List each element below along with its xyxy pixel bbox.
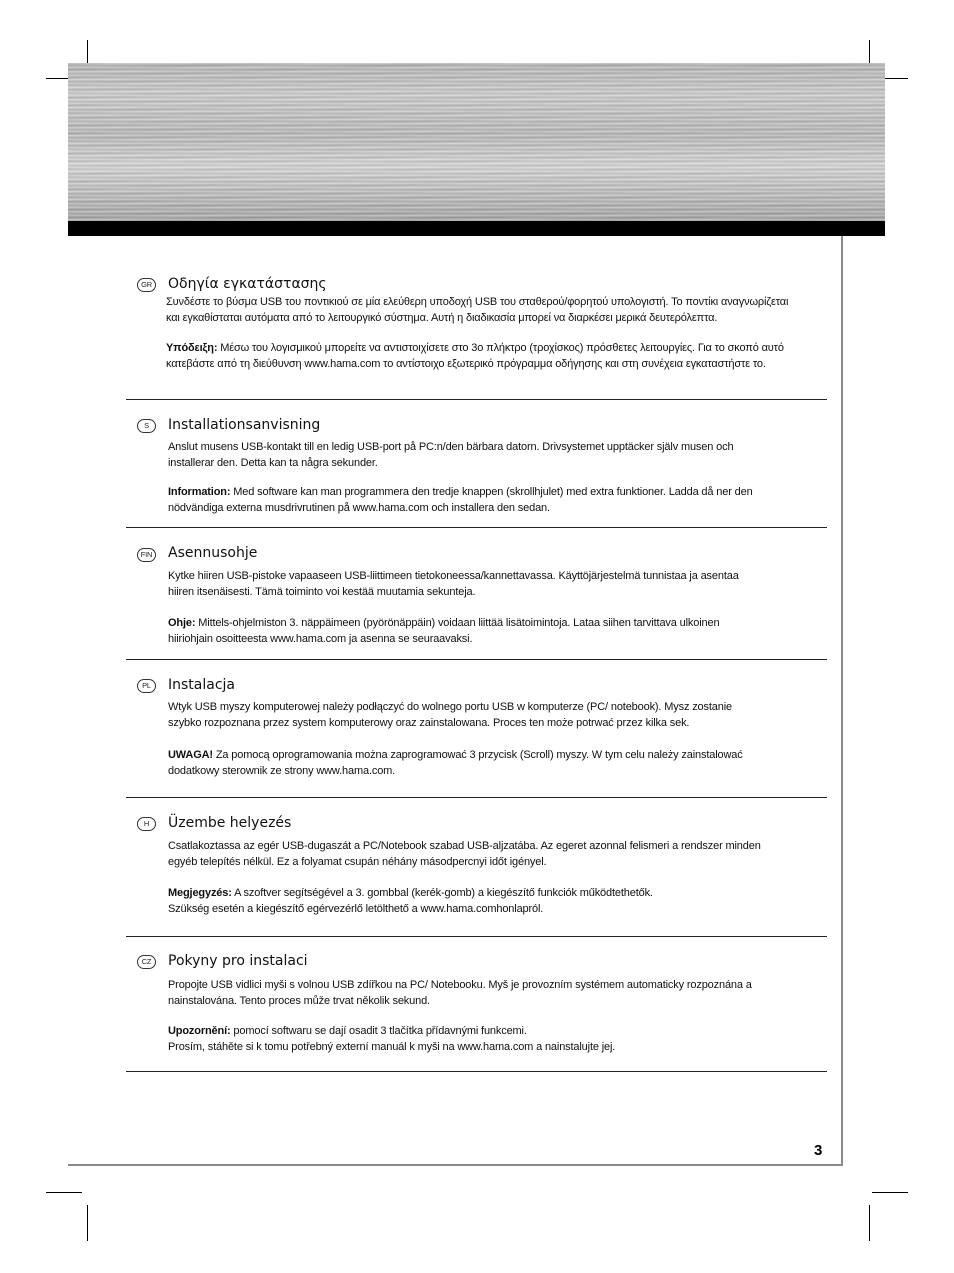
header-black-bar — [68, 221, 885, 236]
language-badge: CZ — [137, 955, 156, 969]
note-label: Υπόδειξη: — [166, 342, 218, 354]
section-note: Υπόδειξη: Μέσω του λογισμικού μπορείτε να αντιστοιχίσετε στο 3ο πλήκτρο (τροχίσκος) πρόσθετες λειτουργίες. Για το σκοπό αυτό κατεβάστε από τη διεύθυνση www.hama.com το αντίστοιχο εξωτερικό πρόγραμμα οδήγησης και στη συνέχεια εγκαταστήστε το. — [166, 342, 784, 370]
section-divider — [126, 1071, 827, 1072]
section-title: Pokyny pro instalaci — [168, 953, 308, 969]
section-body: Propojte USB vidlici myši s volnou USB zdířkou na PC/ Notebooku. Myš je provozním systémem automaticky rozpoznána a nainstalována. Tento proces může trvat několik sekund. — [168, 979, 752, 1007]
section-note: Ohje: Mittels-ohjelmiston 3. näppäimeen (pyörönäppäin) voidaan liittää lisätoimintoja. Lataa siihen tarvittava ulkoinen hiiriohjain osoitteesta www.hama.com ja asenna se seuraavaksi. — [168, 617, 720, 645]
crop-mark — [872, 1192, 908, 1193]
section-title: Üzembe helyezés — [168, 815, 292, 831]
section-h — [126, 813, 827, 937]
section-fin — [126, 543, 827, 660]
note-label: Upozornění: — [168, 1025, 231, 1037]
section-cz — [126, 951, 827, 1072]
section-note: Megjegyzés: A szoftver segítségével a 3. gombbal (kerék-gomb) a kiegészítő funkciók működtethetők. Szükség esetén a kiegészítő egérvezérlő letölthető a www.hama.comhonlapról. — [168, 887, 653, 915]
section-s — [126, 415, 827, 528]
language-badge: PL — [137, 679, 156, 693]
crop-mark — [87, 1205, 88, 1241]
language-badge: H — [137, 817, 156, 831]
note-label: Information: — [168, 486, 231, 498]
section-title: Οδηγία εγκατάστασης — [168, 276, 327, 292]
note-label: Ohje: — [168, 617, 196, 629]
section-body: Csatlakoztassa az egér USB-dugaszát a PC/Notebook szabad USB-aljzatába. Az egeret azonnal felismeri a rendszer minden egyéb telepítés nélkül. Ez a folyamat csupán néhány másodpercnyi időt igényel. — [168, 840, 761, 868]
language-badge: S — [137, 419, 156, 433]
crop-mark — [869, 1205, 870, 1241]
brushed-metal-header — [68, 63, 885, 221]
language-badge: FIN — [137, 548, 156, 562]
section-title: Instalacja — [168, 677, 235, 693]
section-title: Installationsanvisning — [168, 417, 321, 433]
page-bottom-rule — [68, 1164, 843, 1166]
section-divider — [126, 527, 827, 528]
note-label: UWAGA! — [168, 749, 213, 761]
section-title: Asennusohje — [168, 545, 258, 561]
section-note: Information: Med software kan man programmera den tredje knappen (skrollhjulet) med extra funktioner. Ladda då ner den nödvändiga externa musdrivrutinen på www.hama.com och installera den sedan. — [168, 486, 753, 514]
section-body: Kytke hiiren USB-pistoke vapaaseen USB-liittimeen tietokoneessa/kannettavassa. Käyttöjärjestelmä tunnistaa ja asentaa hiiren itsenäisesti. Tämä toiminto voi kestää muutamia sekunteja. — [168, 570, 739, 598]
section-divider — [126, 659, 827, 660]
language-badge: GR — [137, 278, 156, 292]
crop-mark — [46, 1192, 82, 1193]
section-divider — [126, 936, 827, 937]
page-number: 3 — [814, 1142, 823, 1159]
section-divider — [126, 399, 827, 400]
section-note: UWAGA! Za pomocą oprogramowania można zaprogramować 3 przycisk (Scroll) myszy. W tym celu należy zainstalować dodatkowy sterownik ze strony www.hama.com. — [168, 749, 743, 777]
section-body: Wtyk USB myszy komputerowej należy podłączyć do wolnego portu USB w komputerze (PC/ notebook). Mysz zostanie szybko rozpoznana przez system komputerowy oraz zainstalowana. Proces ten może potrwać przez kilka sek. — [168, 701, 732, 729]
page-right-rule — [841, 236, 843, 1165]
note-label: Megjegyzés: — [168, 887, 232, 899]
section-note: Upozornění: pomocí softwaru se dají osadit 3 tlačítka přídavnými funkcemi. Prosím, stáhěte si k tomu potřebný externí manuál k myši na www.hama.com a nainstalujte jej. — [168, 1025, 616, 1053]
section-gr — [126, 272, 827, 400]
section-body: Συνδέστε το βύσμα USB του ποντικιού σε μία ελεύθερη υποδοχή USB του σταθερού/φορητού υπολογιστή. Το ποντίκι αναγνωρίζεται και εγκαθίσταται αυτόματα από το λειτουργικό σύστημα. Αυτή η διαδικασία μπορεί να διαρκέσει μερικά δευτερόλεπτα. — [166, 296, 789, 324]
section-body: Anslut musens USB-kontakt till en ledig USB-port på PC:n/den bärbara datorn. Drivsystemet upptäcker själv musen och installerar den. Detta kan ta några sekunder. — [168, 441, 734, 469]
section-divider — [126, 797, 827, 798]
section-pl — [126, 675, 827, 798]
